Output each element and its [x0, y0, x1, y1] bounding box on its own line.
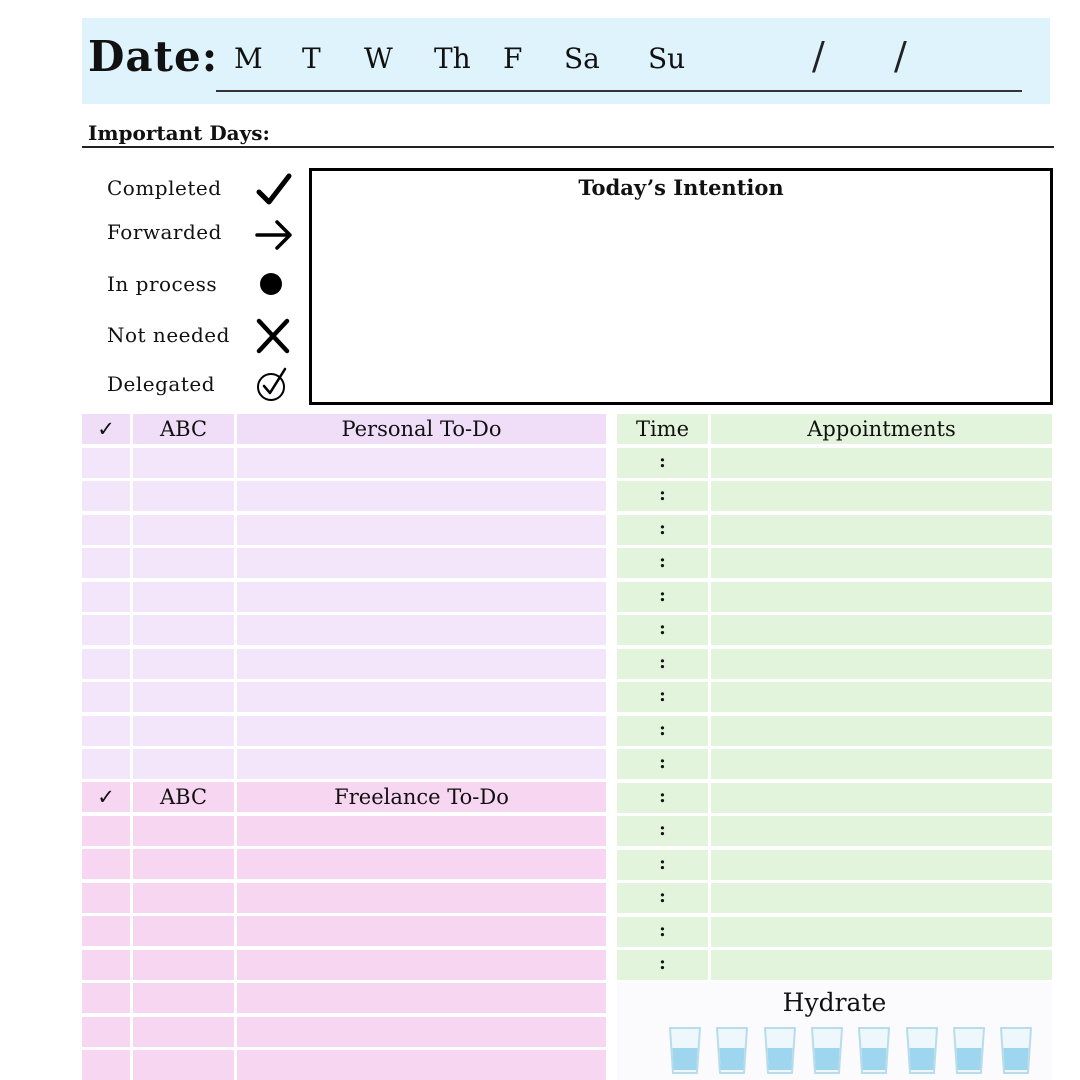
task-cell[interactable]: [237, 849, 606, 879]
water-glass-icon[interactable]: [762, 1024, 798, 1076]
time-column-header: [617, 414, 708, 444]
legend-item-not-needed: [107, 317, 297, 357]
day-friday[interactable]: F: [503, 42, 523, 75]
todays-intention-box[interactable]: [309, 168, 1053, 405]
priority-cell[interactable]: [133, 983, 234, 1013]
water-glass-icon[interactable]: [904, 1024, 940, 1076]
filled-circle-icon: [255, 266, 295, 306]
appointments-header: [617, 414, 1052, 444]
check-column-header: [82, 414, 130, 444]
day-tuesday[interactable]: T: [302, 42, 321, 75]
todo-row: [82, 582, 606, 612]
check-column-header: [82, 782, 130, 812]
check-cell[interactable]: [82, 548, 130, 578]
priority-cell[interactable]: [133, 615, 234, 645]
task-cell[interactable]: [237, 615, 606, 645]
time-cell[interactable]: :: [617, 481, 708, 511]
important-days-label: Important Days:: [88, 121, 270, 145]
priority-cell[interactable]: [133, 916, 234, 946]
freelance-todo-title-cell: [237, 782, 606, 812]
time-cell[interactable]: :: [617, 548, 708, 578]
task-cell[interactable]: [237, 749, 606, 779]
date-write-line[interactable]: [216, 90, 1022, 92]
check-cell[interactable]: [82, 716, 130, 746]
legend-item-forwarded: [107, 214, 297, 254]
priority-cell[interactable]: [133, 682, 234, 712]
appointment-cell[interactable]: [711, 850, 1052, 880]
time-cell[interactable]: :: [617, 515, 708, 545]
water-glass-icon[interactable]: [856, 1024, 892, 1076]
priority-cell[interactable]: [133, 816, 234, 846]
legend-label: Delegated: [107, 372, 216, 396]
appointment-cell[interactable]: [711, 548, 1052, 578]
appointment-row: [617, 548, 1052, 578]
appointment-cell[interactable]: [711, 682, 1052, 712]
priority-cell[interactable]: [133, 649, 234, 679]
priority-cell[interactable]: [133, 481, 234, 511]
time-header-label: Time: [635, 417, 690, 441]
appointment-row: [617, 582, 1052, 612]
todo-row: [82, 849, 606, 879]
day-wednesday[interactable]: W: [364, 42, 393, 75]
arrow-right-icon: [255, 214, 295, 254]
time-cell[interactable]: :: [617, 950, 708, 980]
appointment-row: [617, 649, 1052, 679]
time-cell[interactable]: :: [617, 448, 708, 478]
x-icon: [255, 317, 295, 357]
task-cell[interactable]: [237, 682, 606, 712]
todo-row: [82, 548, 606, 578]
legend-label: Not needed: [107, 323, 230, 347]
todo-row: [82, 716, 606, 746]
appointment-row: [617, 448, 1052, 478]
check-cell[interactable]: [82, 849, 130, 879]
check-cell[interactable]: [82, 582, 130, 612]
checkmark-icon: [255, 170, 295, 210]
legend-label: In process: [107, 272, 218, 296]
task-cell[interactable]: [237, 916, 606, 946]
check-cell[interactable]: [82, 983, 130, 1013]
legend-item-delegated: [107, 366, 297, 406]
check-cell[interactable]: [82, 682, 130, 712]
abc-header-label: ABC: [159, 785, 208, 809]
appointment-cell[interactable]: [711, 883, 1052, 913]
appointment-cell[interactable]: [711, 615, 1052, 645]
check-cell[interactable]: [82, 916, 130, 946]
priority-cell[interactable]: [133, 849, 234, 879]
check-header-label: ✓: [97, 417, 115, 441]
appointment-cell[interactable]: [711, 783, 1052, 813]
todays-intention-title: Today’s Intention: [578, 175, 784, 200]
water-glass-icon[interactable]: [667, 1024, 703, 1076]
appointment-row: [617, 749, 1052, 779]
appointment-row: [617, 615, 1052, 645]
task-cell[interactable]: [237, 1050, 606, 1080]
priority-cell[interactable]: [133, 883, 234, 913]
time-cell[interactable]: :: [617, 716, 708, 746]
task-cell[interactable]: [237, 649, 606, 679]
time-cell[interactable]: :: [617, 850, 708, 880]
day-saturday[interactable]: Sa: [564, 42, 600, 75]
todo-row: [82, 515, 606, 545]
personal-todo-title: Personal To-Do: [341, 417, 502, 441]
freelance-todo-title: Freelance To-Do: [334, 785, 509, 809]
appointment-cell[interactable]: [711, 649, 1052, 679]
water-glass-icon[interactable]: [951, 1024, 987, 1076]
appointment-cell[interactable]: [711, 816, 1052, 846]
task-cell[interactable]: [237, 716, 606, 746]
check-cell[interactable]: [82, 950, 130, 980]
check-cell[interactable]: [82, 816, 130, 846]
time-cell[interactable]: :: [617, 917, 708, 947]
water-glass-icon[interactable]: [714, 1024, 750, 1076]
appointment-cell[interactable]: [711, 481, 1052, 511]
appointments-title: Appointments: [807, 417, 956, 441]
check-cell[interactable]: [82, 448, 130, 478]
hydrate-tracker: [617, 982, 1052, 1080]
todo-row: [82, 816, 606, 846]
task-cell[interactable]: [237, 582, 606, 612]
todo-row: [82, 749, 606, 779]
priority-cell[interactable]: [133, 716, 234, 746]
task-cell[interactable]: [237, 448, 606, 478]
check-cell[interactable]: [82, 883, 130, 913]
appointment-cell[interactable]: [711, 917, 1052, 947]
appointment-row: [617, 716, 1052, 746]
water-glass-icon[interactable]: [809, 1024, 845, 1076]
day-thursday[interactable]: Th: [434, 42, 471, 75]
task-cell[interactable]: [237, 481, 606, 511]
appointment-row: [617, 783, 1052, 813]
todo-row: [82, 481, 606, 511]
appointment-cell[interactable]: [711, 448, 1052, 478]
task-cell[interactable]: [237, 548, 606, 578]
time-cell[interactable]: :: [617, 682, 708, 712]
legend-label: Forwarded: [107, 220, 222, 244]
appointment-row: [617, 917, 1052, 947]
time-cell[interactable]: :: [617, 649, 708, 679]
day-monday[interactable]: M: [234, 42, 263, 75]
priority-cell[interactable]: [133, 1050, 234, 1080]
priority-cell[interactable]: [133, 1017, 234, 1047]
priority-cell[interactable]: [133, 582, 234, 612]
freelance-todo-header: [82, 782, 606, 812]
appointment-row: [617, 515, 1052, 545]
task-cell[interactable]: [237, 816, 606, 846]
legend-item-in-process: [107, 266, 297, 306]
circle-check-icon: [255, 366, 295, 406]
abc-column-header: [133, 414, 234, 444]
appointment-cell[interactable]: [711, 950, 1052, 980]
legend-item-completed: [107, 170, 297, 210]
appointment-cell[interactable]: [711, 582, 1052, 612]
time-cell[interactable]: :: [617, 883, 708, 913]
check-cell[interactable]: [82, 515, 130, 545]
hydrate-title: Hydrate: [782, 988, 887, 1017]
check-cell[interactable]: [82, 481, 130, 511]
todo-row: [82, 448, 606, 478]
priority-cell[interactable]: [133, 548, 234, 578]
appointment-row: [617, 481, 1052, 511]
personal-todo-header: [82, 414, 606, 444]
important-days-line[interactable]: [82, 146, 1054, 148]
todo-row: [82, 916, 606, 946]
time-cell[interactable]: :: [617, 749, 708, 779]
appointment-cell[interactable]: [711, 749, 1052, 779]
time-cell[interactable]: :: [617, 615, 708, 645]
todo-row: [82, 682, 606, 712]
appointment-row: [617, 850, 1052, 880]
time-cell[interactable]: :: [617, 783, 708, 813]
date-header: [82, 18, 1050, 104]
time-cell[interactable]: :: [617, 816, 708, 846]
legend-label: Completed: [107, 176, 222, 200]
appointment-row: [617, 883, 1052, 913]
appointment-cell[interactable]: [711, 515, 1052, 545]
todo-row: [82, 615, 606, 645]
check-cell[interactable]: [82, 649, 130, 679]
appointment-row: [617, 682, 1052, 712]
priority-cell[interactable]: [133, 448, 234, 478]
date-label: Date:: [88, 32, 219, 81]
task-cell[interactable]: [237, 883, 606, 913]
todo-row: [82, 1017, 606, 1047]
todo-row: [82, 883, 606, 913]
todo-row: [82, 1050, 606, 1080]
priority-cell[interactable]: [133, 950, 234, 980]
day-sunday[interactable]: Su: [648, 42, 686, 75]
abc-header-label: ABC: [159, 417, 208, 441]
check-cell[interactable]: [82, 749, 130, 779]
check-cell[interactable]: [82, 1017, 130, 1047]
priority-cell[interactable]: [133, 515, 234, 545]
date-separator: /: [894, 34, 907, 78]
time-cell[interactable]: :: [617, 582, 708, 612]
todo-row: [82, 649, 606, 679]
todo-row: [82, 983, 606, 1013]
check-header-label: ✓: [97, 785, 115, 809]
task-cell[interactable]: [237, 950, 606, 980]
priority-cell[interactable]: [133, 749, 234, 779]
water-glass-icon[interactable]: [998, 1024, 1034, 1076]
appointment-row: [617, 816, 1052, 846]
appointments-title-cell: [711, 414, 1052, 444]
task-cell[interactable]: [237, 1017, 606, 1047]
appointment-cell[interactable]: [711, 716, 1052, 746]
personal-todo-title-cell: [237, 414, 606, 444]
abc-column-header: [133, 782, 234, 812]
task-cell[interactable]: [237, 983, 606, 1013]
appointment-row: [617, 950, 1052, 980]
check-cell[interactable]: [82, 615, 130, 645]
date-separator: /: [812, 34, 825, 78]
todo-row: [82, 950, 606, 980]
task-cell[interactable]: [237, 515, 606, 545]
check-cell[interactable]: [82, 1050, 130, 1080]
